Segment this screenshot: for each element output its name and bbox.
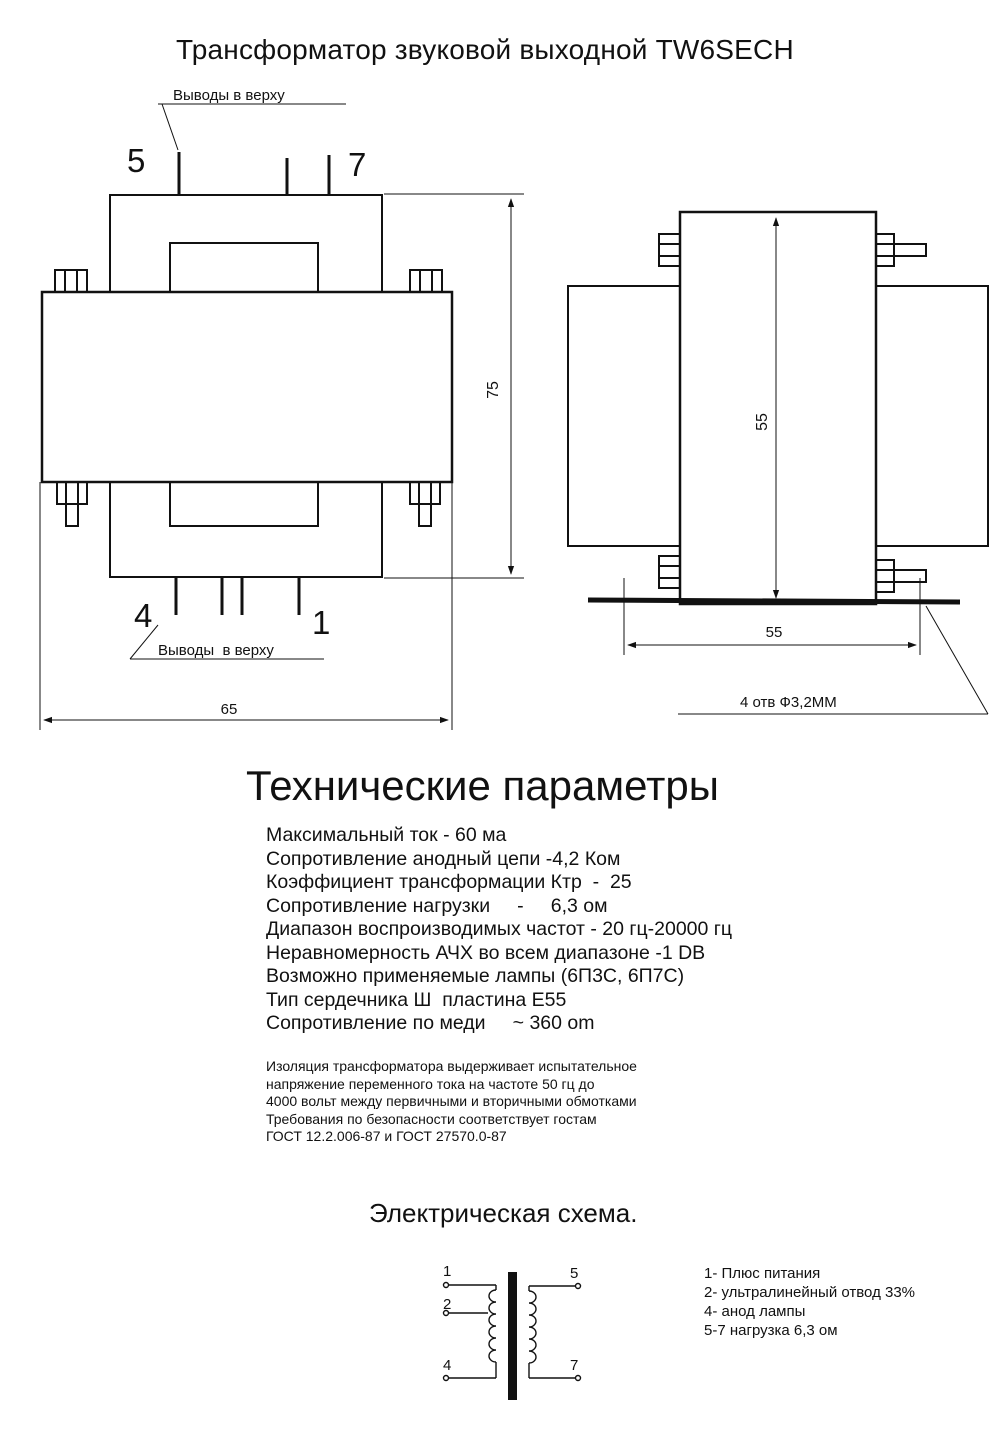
param-item: Сопротивление по меди ~ 360 om bbox=[266, 1012, 595, 1034]
insulation-line: ГОСТ 12.2.006-87 и ГОСТ 27570.0-87 bbox=[266, 1128, 507, 1144]
param-item: Неравномерность АЧХ во всем диапазоне -1 DB bbox=[266, 941, 706, 964]
schematic-legend bbox=[704, 1264, 915, 1340]
dim-width-65: 65 bbox=[220, 701, 238, 718]
front-view bbox=[40, 104, 524, 730]
param-item: Диапазон воспроизводимых частот - 20 гц-20000 гц bbox=[266, 918, 733, 940]
param-item: Сопротивление нагрузки - 6,3 ом bbox=[266, 894, 608, 917]
document-title: Трансформатор звуковой выходной TW6SECH bbox=[176, 34, 794, 65]
insulation-line: 4000 вольт между первичными и вторичными обмотками bbox=[266, 1093, 637, 1109]
insulation-line: Изоляция трансформатора выдерживает испытательное bbox=[266, 1058, 637, 1074]
bottom-pins-note: Выводы в верху bbox=[158, 642, 274, 659]
schem-pin-5: 5 bbox=[570, 1265, 579, 1282]
insulation-note bbox=[266, 1058, 637, 1146]
param-item: Сопротивление анодный цепи -4,2 Ком bbox=[266, 847, 621, 870]
schem-pin-4: 4 bbox=[443, 1357, 452, 1374]
param-item: Максимальный ток - 60 ма bbox=[266, 824, 507, 846]
schem-pin-2: 2 bbox=[443, 1296, 452, 1313]
side-core bbox=[680, 212, 876, 604]
side-view-labels bbox=[740, 413, 837, 711]
core-bar bbox=[508, 1272, 517, 1400]
param-item: Возможно применяемые лампы (6П3С, 6П7С) bbox=[266, 965, 685, 987]
legend-item: 1- Плюс питания bbox=[704, 1265, 821, 1282]
pin-label-7: 7 bbox=[348, 146, 367, 183]
param-item: Коэффициент трансформации Ктр - 25 bbox=[266, 871, 632, 893]
pin-label-1: 1 bbox=[312, 604, 331, 641]
insulation-line: Требования по безопасности соответствует гостам bbox=[266, 1110, 597, 1127]
schematic-heading: Электрическая схема. bbox=[369, 1198, 638, 1228]
pin-label-4: 4 bbox=[134, 597, 153, 634]
params-heading: Технические параметры bbox=[246, 762, 719, 809]
schem-pin-1: 1 bbox=[443, 1263, 452, 1280]
top-pins-note: Выводы в верху bbox=[173, 87, 285, 104]
primary-coil bbox=[489, 1290, 496, 1362]
lower-bobbin bbox=[110, 482, 382, 577]
legend-item: 4- анод лампы bbox=[704, 1303, 806, 1320]
core-body bbox=[42, 292, 452, 482]
legend-item: 5-7 нагрузка 6,3 ом bbox=[704, 1322, 838, 1339]
param-item: Тип сердечника Ш пластина Е55 bbox=[266, 988, 567, 1011]
dim-height-75: 75 bbox=[485, 381, 502, 399]
pin-label-5: 5 bbox=[127, 142, 146, 179]
front-view-labels bbox=[127, 87, 502, 718]
params-list bbox=[266, 824, 732, 1036]
schematic-diagram bbox=[444, 1272, 581, 1400]
dim-width-55: 55 bbox=[765, 624, 783, 641]
dim-height-55: 55 bbox=[754, 413, 771, 431]
secondary-coil bbox=[529, 1291, 536, 1363]
schem-pin-7: 7 bbox=[570, 1357, 579, 1374]
holes-note: 4 отв Ф3,2ММ bbox=[740, 694, 837, 711]
legend-item: 2- ультралинейный отвод 33% bbox=[704, 1284, 916, 1301]
insulation-line: напряжение переменного тока на частоте 50 гц до bbox=[266, 1075, 595, 1092]
